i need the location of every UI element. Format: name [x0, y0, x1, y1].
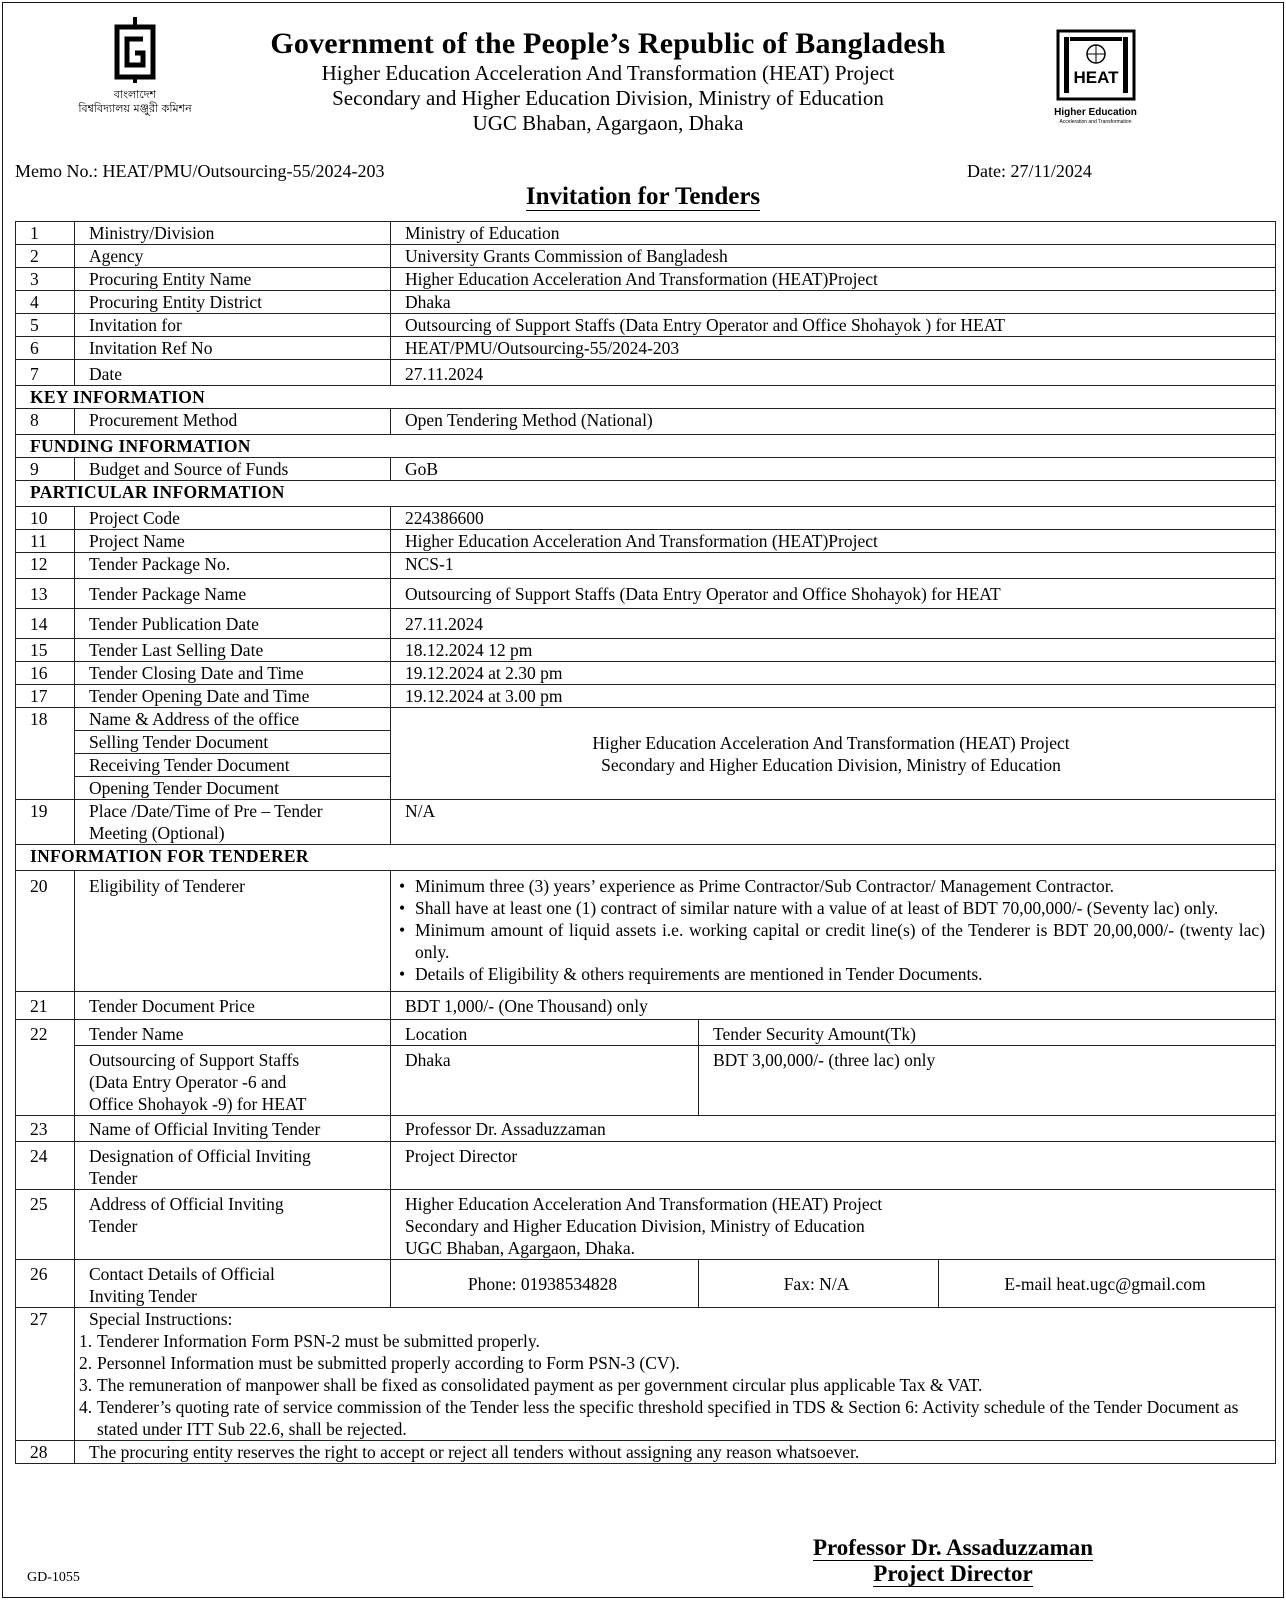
tender-name-value	[75, 1046, 391, 1116]
pre-tender-label-2: Meeting (Optional)	[89, 823, 225, 843]
row-label: Tender Publication Date	[75, 609, 391, 639]
instruction-item	[79, 1330, 1267, 1352]
row-number: 2	[16, 245, 75, 268]
svg-text:HEAT: HEAT	[1072, 68, 1119, 87]
header	[3, 11, 1283, 151]
row-value: Ministry of Education	[391, 222, 1276, 245]
address-label-2: Tender	[89, 1216, 138, 1236]
row-value: University Grants Commission of Bangladesh	[391, 245, 1276, 268]
security-value: BDT 3,00,000/- (three lac) only	[699, 1046, 1276, 1116]
address-line: Higher Education Acceleration And Transformation (HEAT) Project	[405, 1194, 883, 1214]
table-row	[16, 639, 1276, 662]
tender-name-line: (Data Entry Operator -6 and	[89, 1072, 287, 1092]
table-row-27	[16, 1308, 1276, 1441]
heat-emblem-icon	[1056, 29, 1136, 101]
row-label: Procurement Method	[75, 409, 391, 435]
row-label	[75, 1142, 391, 1190]
contact-phone: Phone: 01938534828	[391, 1260, 699, 1308]
row-label: Eligibility of Tenderer	[75, 871, 391, 992]
row-label: Tender Document Price	[75, 992, 391, 1020]
footer-code: GD-1055	[27, 1570, 80, 1585]
instruction-number: 1.	[79, 1331, 93, 1351]
row-value: Higher Education Acceleration And Transformation (HEAT)Project	[391, 268, 1276, 291]
row-label: Date	[75, 360, 391, 386]
section-row	[16, 386, 1276, 409]
row-number: 19	[16, 800, 75, 845]
row-number: 3	[16, 268, 75, 291]
eligibility-item: • Details of Eligibility & others requirements are mentioned in Tender Documents.	[405, 963, 1265, 985]
address-line: UGC Bhaban, Agargaon, Dhaka.	[405, 1238, 636, 1258]
row-number: 12	[16, 553, 75, 579]
row-label	[75, 800, 391, 845]
table-row	[16, 360, 1276, 386]
row-value: BDT 1,000/- (One Thousand) only	[391, 992, 1276, 1020]
location-value: Dhaka	[391, 1046, 699, 1116]
instruction-number: 4.	[79, 1397, 93, 1417]
signatory-title: Project Director	[873, 1561, 1033, 1586]
contact-label-2: Inviting Tender	[89, 1286, 197, 1306]
signature-block	[783, 1535, 1123, 1587]
instruction-item	[79, 1352, 1267, 1374]
section-information-for-tenderer: INFORMATION FOR TENDERER	[16, 845, 1276, 871]
table-row	[16, 268, 1276, 291]
row-value: NCS-1	[391, 553, 1276, 579]
table-row	[16, 314, 1276, 337]
project-line: Higher Education Acceleration And Transformation (HEAT) Project	[321, 61, 895, 85]
table-row-22-values	[16, 1046, 1276, 1116]
instruction-number: 3.	[79, 1375, 93, 1395]
row-number: 18	[16, 708, 75, 800]
row-value: 224386600	[391, 507, 1276, 530]
heat-logo-text-2: Acceleration and Transformation	[1059, 119, 1132, 125]
section-row	[16, 845, 1276, 871]
row-number: 6	[16, 337, 75, 360]
row-label	[75, 1260, 391, 1308]
tender-name-header: Tender Name	[75, 1020, 391, 1046]
row-number: 5	[16, 314, 75, 337]
table-row-26	[16, 1260, 1276, 1308]
memo-date: Date: 27/11/2024	[967, 161, 1092, 181]
tender-notice-page	[2, 2, 1284, 1598]
designation-label-2: Tender	[89, 1168, 138, 1188]
section-key-information: KEY INFORMATION	[16, 386, 1276, 409]
memo-number: Memo No.: HEAT/PMU/Outsourcing-55/2024-203	[15, 161, 385, 181]
instruction-text: Tenderer’s quoting rate of service commission of the Tender less the specific threshold specified in TDS & Section 6: Activity schedule of the Tender Document as stated under ITT Sub 22.6, shall be rejected.	[97, 1397, 1239, 1439]
row-label: Invitation Ref No	[75, 337, 391, 360]
row-value: Open Tendering Method (National)	[391, 409, 1276, 435]
eligibility-list	[391, 871, 1276, 992]
address-label-1: Address of Official Inviting	[89, 1194, 284, 1214]
row-label: Tender Opening Date and Time	[75, 685, 391, 708]
contact-email[interactable]: E-mail heat.ugc@gmail.com	[939, 1260, 1276, 1308]
table-row	[16, 291, 1276, 314]
row-number: 11	[16, 530, 75, 553]
table-row	[16, 609, 1276, 639]
row-number: 25	[16, 1190, 75, 1260]
table-row-22-header	[16, 1020, 1276, 1046]
row-value: Higher Education Acceleration And Transformation (HEAT)Project	[391, 530, 1276, 553]
contact-label-1: Contact Details of Official	[89, 1264, 275, 1284]
row-value: 19.12.2024 at 3.00 pm	[391, 685, 1276, 708]
row-number: 20	[16, 871, 75, 992]
table-row	[16, 245, 1276, 268]
row-value: Outsourcing of Support Staffs (Data Entry Operator and Office Shohayok ) for HEAT	[391, 314, 1276, 337]
table-row	[16, 222, 1276, 245]
row-number: 26	[16, 1260, 75, 1308]
table-row-25	[16, 1190, 1276, 1260]
document-title	[3, 183, 1283, 211]
row-number: 8	[16, 409, 75, 435]
office-label: Name & Address of the office	[89, 709, 300, 729]
row-value	[391, 708, 1276, 800]
table-row	[16, 1116, 1276, 1142]
tender-name-line: Office Shohayok -9) for HEAT	[89, 1094, 307, 1114]
table-row	[16, 992, 1276, 1020]
table-row	[16, 507, 1276, 530]
row-number: 14	[16, 609, 75, 639]
table-row-24	[16, 1142, 1276, 1190]
row-number: 16	[16, 662, 75, 685]
row-label: Project Name	[75, 530, 391, 553]
tender-name-line: Outsourcing of Support Staffs	[89, 1050, 300, 1070]
table-row	[16, 1441, 1276, 1464]
section-funding-information: FUNDING INFORMATION	[16, 435, 1276, 458]
heat-logo-text-1: Higher Education	[1054, 107, 1137, 118]
pre-tender-label-1: Place /Date/Time of Pre – Tender	[89, 801, 323, 821]
instruction-item	[79, 1396, 1267, 1440]
row-number: 1	[16, 222, 75, 245]
table-row	[16, 685, 1276, 708]
location-header: Location	[391, 1020, 699, 1046]
row-value: 18.12.2024 12 pm	[391, 639, 1276, 662]
row-label: Ministry/Division	[75, 222, 391, 245]
row-label: Budget and Source of Funds	[75, 458, 391, 481]
ugc-logo	[55, 17, 215, 116]
security-header: Tender Security Amount(Tk)	[699, 1020, 1276, 1046]
eligibility-item: • Minimum amount of liquid assets i.e. working capital or credit line(s) of the Tenderer is BDT 20,00,000/- (twenty lac) only.	[405, 919, 1265, 963]
division-line: Secondary and Higher Education Division, Ministry of Education	[332, 86, 884, 110]
row-number: 7	[16, 360, 75, 386]
row-label: Tender Package Name	[75, 579, 391, 609]
table-row-20	[16, 871, 1276, 992]
row-number: 22	[16, 1020, 75, 1116]
instruction-text: Tenderer Information Form PSN-2 must be submitted properly.	[97, 1331, 540, 1351]
row-label: Project Code	[75, 507, 391, 530]
row-number: 21	[16, 992, 75, 1020]
row-number: 17	[16, 685, 75, 708]
section-row	[16, 435, 1276, 458]
contact-fax: Fax: N/A	[699, 1260, 939, 1308]
receiving-label: Receiving Tender Document	[75, 753, 390, 776]
row-number: 13	[16, 579, 75, 609]
government-title: Government of the People’s Republic of Bangladesh	[270, 27, 946, 60]
header-titles	[208, 27, 1008, 136]
eligibility-item: • Minimum three (3) years’ experience as Prime Contractor/Sub Contractor/ Management Contractor.	[405, 875, 1265, 897]
instruction-text: Personnel Information must be submitted properly according to Form PSN-3 (CV).	[97, 1353, 680, 1373]
section-particular-information: PARTICULAR INFORMATION	[16, 481, 1276, 507]
table-row-18	[16, 708, 1276, 800]
row-number: 27	[16, 1308, 75, 1441]
special-instructions-label: Special Instructions:	[89, 1309, 233, 1329]
row-value: Dhaka	[391, 291, 1276, 314]
section-row	[16, 481, 1276, 507]
tender-table	[15, 221, 1276, 1464]
row-label: Procuring Entity District	[75, 291, 391, 314]
address-line: UGC Bhaban, Agargaon, Dhaka	[472, 111, 744, 135]
table-row	[16, 530, 1276, 553]
special-instructions	[75, 1308, 1276, 1441]
opening-label: Opening Tender Document	[75, 776, 390, 799]
table-row	[16, 579, 1276, 609]
row-value: 27.11.2024	[391, 609, 1276, 639]
row-value: 27.11.2024	[391, 360, 1276, 386]
row-value: The procuring entity reserves the right to accept or reject all tenders without assigning any reason whatsoever.	[75, 1441, 1276, 1464]
ugc-emblem-icon	[113, 17, 157, 83]
row-label: Invitation for	[75, 314, 391, 337]
row-label: Agency	[75, 245, 391, 268]
instruction-number: 2.	[79, 1353, 93, 1373]
instruction-item	[79, 1374, 1267, 1396]
row-label	[75, 1190, 391, 1260]
row-value: HEAT/PMU/Outsourcing-55/2024-203	[391, 337, 1276, 360]
row-value: GoB	[391, 458, 1276, 481]
row-number: 9	[16, 458, 75, 481]
instruction-text: The remuneration of manpower shall be fixed as consolidated payment as per government circular plus applicable Tax & VAT.	[97, 1375, 983, 1395]
row-label: Tender Package No.	[75, 553, 391, 579]
row-value: N/A	[391, 800, 1276, 845]
office-address-line-2: Secondary and Higher Education Division, Ministry of Education	[601, 754, 1061, 775]
row-value	[391, 1190, 1276, 1260]
table-row	[16, 458, 1276, 481]
signatory-name: Professor Dr. Assaduzzaman	[812, 1535, 1094, 1560]
row-value: 19.12.2024 at 2.30 pm	[391, 662, 1276, 685]
designation-label-1: Designation of Official Inviting	[89, 1146, 311, 1166]
row-value: Outsourcing of Support Staffs (Data Entry Operator and Office Shohayok) for HEAT	[391, 579, 1276, 609]
table-row-19	[16, 800, 1276, 845]
address-line: Secondary and Higher Education Division, Ministry of Education	[405, 1216, 865, 1236]
row-label	[75, 708, 391, 800]
office-address-line-1: Higher Education Acceleration And Transformation (HEAT) Project	[592, 732, 1070, 753]
row-number: 4	[16, 291, 75, 314]
eligibility-item: • Shall have at least one (1) contract of similar nature with a value of at least of BDT 70,00,000/- (Seventy lac) only.	[405, 897, 1265, 919]
selling-label: Selling Tender Document	[75, 730, 390, 753]
heat-logo	[1043, 29, 1148, 125]
row-label: Tender Closing Date and Time	[75, 662, 391, 685]
row-value: Project Director	[391, 1142, 1276, 1190]
row-label: Name of Official Inviting Tender	[75, 1116, 391, 1142]
table-row	[16, 553, 1276, 579]
table-row	[16, 662, 1276, 685]
row-number: 10	[16, 507, 75, 530]
table-row	[16, 337, 1276, 360]
ugc-logo-text-1: বাংলাদেশ	[113, 88, 157, 101]
row-number: 28	[16, 1441, 75, 1464]
row-number: 15	[16, 639, 75, 662]
table-row	[16, 409, 1276, 435]
row-number: 23	[16, 1116, 75, 1142]
document-title-text: Invitation for Tenders	[525, 183, 761, 210]
row-label: Tender Last Selling Date	[75, 639, 391, 662]
row-label: Procuring Entity Name	[75, 268, 391, 291]
row-value: Professor Dr. Assaduzzaman	[391, 1116, 1276, 1142]
ugc-logo-text-2: বিশ্ববিদ্যালয় মঞ্জুরী কমিশন	[78, 102, 192, 115]
row-number: 24	[16, 1142, 75, 1190]
